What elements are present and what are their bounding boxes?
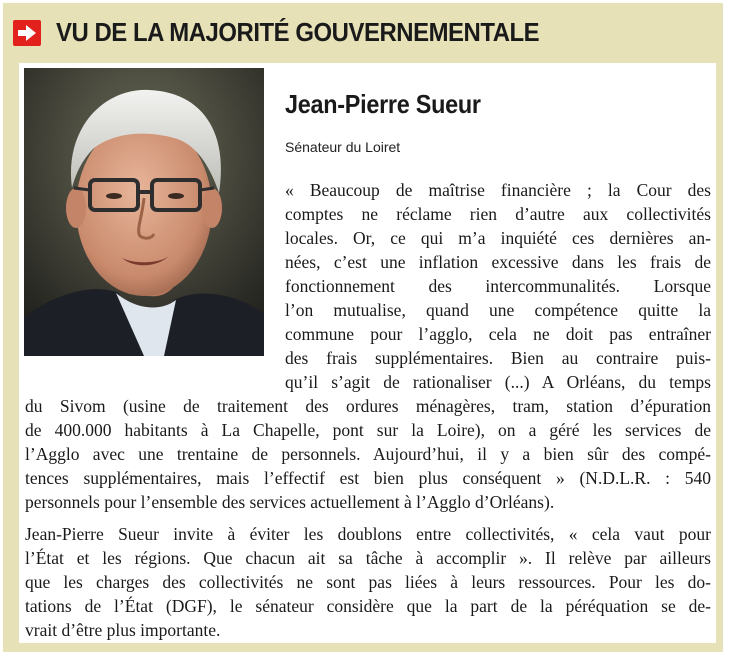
body-line: nées, c’est une inflation excessive dans les frais de	[285, 252, 711, 272]
author-role: Sénateur du Loiret	[285, 139, 401, 155]
portrait-photo	[24, 68, 264, 356]
body-line: comptes ne réclame rien d’autre aux collectivités	[285, 204, 711, 224]
body-line: Jean-Pierre Sueur invite à éviter les doublons entre collectivités, « cela vaut pour	[25, 524, 711, 544]
body-line: commune pour l’agglo, cela ne doit pas entraîner	[285, 324, 711, 344]
body-line: des frais supplémentaires. Bien au contraire puis-	[285, 348, 711, 368]
body-line: l’État et les régions. Que chacun ait sa tâche à accomplir ». Il relève par ailleurs	[25, 548, 711, 568]
body-line: « Beaucoup de maîtrise financière ; la Cour des	[285, 180, 711, 200]
body-line: qu’il s’agit de rationaliser (...) A Orléans, du temps	[285, 372, 711, 392]
body-line: l’on mutualise, quand une compétence quitte la	[285, 300, 711, 320]
author-name: Jean-Pierre Sueur	[285, 89, 481, 119]
body-line: de 400.000 habitants à La Chapelle, pont sur la Loire), on a géré les services de	[25, 420, 711, 440]
arrow-right-icon	[13, 20, 41, 46]
article-frame	[3, 3, 723, 652]
body-line: fonctionnement des intercommunalités. Lorsque	[285, 276, 711, 296]
body-line: tations de l’État (DGF), le sénateur considère que la part de la péréquation se de-	[25, 596, 711, 616]
body-line: l’Agglo avec une trentaine de personnels. Aujourd’hui, il y a bien sûr des compé-	[25, 444, 711, 464]
body-line: que les charges des collectivités ne sont pas liées à leurs ressources. Pour les do-	[25, 572, 711, 592]
body-line: du Sivom (usine de traitement des ordures ménagères, tram, station d’épuration	[25, 396, 711, 416]
body-line: tences supplémentaires, mais l’effectif est bien plus conséquent » (N.D.L.R. : 540	[25, 468, 711, 488]
body-line: locales. Or, ce qui m’a inquiété ces dernières an-	[285, 228, 711, 248]
section-header	[3, 3, 723, 57]
article-panel	[19, 63, 716, 643]
section-title: VU DE LA MAJORITÉ GOUVERNEMENTALE	[56, 17, 540, 47]
body-line: vrait d’être plus importante.	[25, 620, 221, 640]
body-line: personnels pour l’ensemble des services actuellement à l’Agglo d’Orléans).	[25, 492, 555, 512]
